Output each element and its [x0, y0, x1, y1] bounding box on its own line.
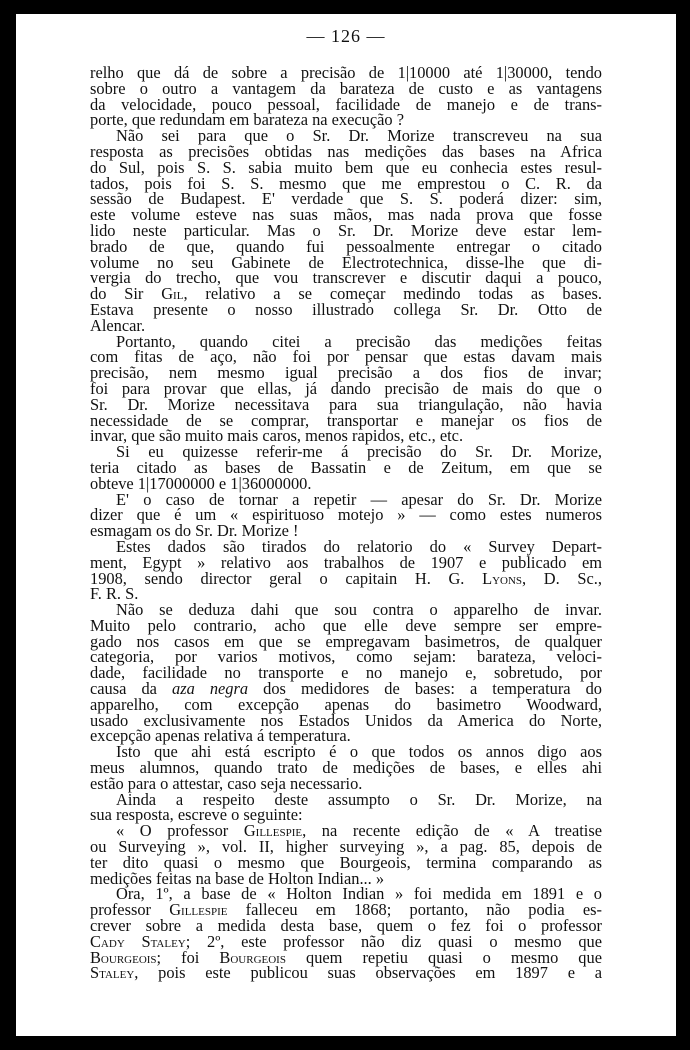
text-line: volume no seu Gabinete de Electrotechnica, disse-lhe que di-	[90, 252, 602, 272]
text-line: excepção apenas relativa á temperatura.	[90, 726, 351, 746]
text-line: obteve 1|17000000 e 1|36000000.	[90, 473, 312, 493]
text-span: « O professor	[116, 821, 244, 841]
text-span: ; foi	[156, 947, 220, 967]
text-line: categoria, por varios motivos, como sejam: barateza, veloci-	[90, 647, 602, 667]
name-small-caps: Cady Staley	[90, 931, 186, 951]
text-line: sua resposta, escreve o seguinte:	[90, 805, 303, 825]
text-line: da velocidade, pouco pessoal, facilidade de manejo e de trans-	[90, 94, 602, 114]
text-span: quem repetiu quasi o mesmo que	[285, 947, 602, 967]
text-span: dos medidores de bases: a temperatura do	[248, 679, 602, 699]
text-line: brado de que, quando fui pessoalmente entregar o citado	[90, 236, 602, 256]
text-line: relho que dá de sobre a precisão de 1|10000 até 1|30000, tendo	[90, 63, 602, 82]
name-small-caps: Gillespie	[169, 900, 228, 920]
text-line: tados, pois foi S. S. mesmo que me emprestou o C. R. da	[90, 173, 602, 193]
text-line: Não sei para que o Sr. Dr. Morize transcreveu na sua	[116, 126, 602, 146]
name-small-caps: Lyons	[482, 568, 523, 588]
text-line: crever sobre a medida desta base, quem o fez foi o professor	[90, 916, 602, 936]
text-span: ; 2º, este professor não diz quasi o mesmo que	[185, 931, 602, 951]
text-line: foi para provar que ellas, já dando precisão de mais do que o	[90, 378, 602, 398]
text-line: este volume esteve nas suas mãos, mas nada prova que fosse	[90, 205, 602, 225]
text-span: , na recente edição de « A treatise	[302, 821, 602, 841]
text-line: porte, que redundam em barateza na execução ?	[90, 110, 404, 130]
text-line	[90, 568, 602, 588]
text-span: , pois este publicou suas observações em 1897 e a	[134, 963, 602, 983]
text-line: Estava presente o nosso illustrado collega Sr. Dr. Otto de	[90, 299, 602, 319]
text-line: gado nos casos em que se empregavam basimetros, de qualquer	[90, 631, 602, 651]
name-small-caps: Gillespie	[243, 821, 303, 841]
text-span: falleceu em 1868; portanto, não podia es-	[227, 900, 602, 920]
text-span: do Sir	[90, 284, 162, 304]
name-small-caps: Bourgeois	[219, 947, 286, 967]
text-line: E' o caso de tornar a repetir — apesar do Sr. Dr. Morize	[116, 489, 602, 509]
document-page	[16, 14, 676, 1036]
text-line: necessidade de se comprar, transportar e manejar os fios de	[90, 410, 602, 430]
text-span: causa da	[90, 679, 172, 699]
text-line: vergia do trecho, que vou transcrever e discutir daqui a pouco,	[90, 268, 602, 288]
text-line: do Sul, pois S. S. sabia muito bem que eu conhecia estes resul-	[90, 157, 602, 177]
text-span: , relativo a se começar medindo todas as bases.	[183, 284, 602, 304]
text-line: apparelho, com excepção apenas do basimetro Woodward,	[90, 694, 602, 714]
text-line: esmagam os do Sr. Dr. Morize !	[90, 521, 299, 541]
name-small-caps: Gil	[161, 284, 184, 304]
text-line: Ora, 1º, a base de « Holton Indian » foi medida em 1891 e o	[116, 884, 602, 904]
text-line: ou Surveying », vol. II, higher surveying », a pag. 85, depois de	[90, 837, 602, 857]
text-line: resposta as precisões obtidas nas medições das bases na Africa	[90, 141, 602, 161]
page-number: — 126 —	[306, 26, 386, 46]
text-line: invar, que são muito mais caros, menos rapidos, etc., etc.	[90, 426, 464, 446]
text-line: F. R. S.	[90, 584, 139, 604]
text-line: Portanto, quando citei a precisão das medições feitas	[116, 331, 602, 351]
text-line: Não se deduza dahi que sou contra o apparelho de invar.	[116, 600, 602, 620]
text-line: estão para o attestar, caso seja necessario.	[90, 773, 363, 793]
text-line	[90, 965, 602, 981]
text-line: Sr. Dr. Morize necessitava para sua triangulação, não havia	[90, 394, 602, 414]
text-line: com fitas de aço, não foi por pensar que estas davam mais	[90, 347, 602, 367]
text-line: Isto que ahi está escripto é o que todos os annos digo aos	[116, 742, 602, 762]
body-text	[90, 65, 602, 981]
text-line: medições feitas na base de Holton Indian... »	[90, 868, 385, 888]
text-line: dade, facilidade no transporte e no manejo e, sobretudo, por	[90, 663, 602, 683]
text-line: Muito pelo contrario, acho que elle deve sempre ser empre-	[90, 615, 602, 635]
emphasis: aza negra	[172, 679, 249, 699]
text-line: sobre o outro a vantagem da barateza de custo e as vantagens	[90, 78, 602, 98]
text-span: 1908, sendo director geral o capitain H. G.	[90, 568, 483, 588]
text-line: Ainda a respeito deste assumpto o Sr. Dr. Morize, na	[116, 789, 602, 809]
text-line: Si eu quizesse referir-me á precisão do Sr. Dr. Morize,	[116, 442, 602, 462]
text-line: Alencar.	[90, 315, 146, 335]
name-small-caps: Bourgeois	[90, 947, 157, 967]
text-line: meus alumnos, quando trato de medições de bases, e elles ahi	[90, 758, 602, 778]
text-line: ter dito quasi o mesmo que Bourgeois, termina comparando as	[90, 852, 602, 872]
text-line: lido neste particular. Mas o Sr. Dr. Morize deve estar lem-	[90, 220, 602, 240]
text-span: professor	[90, 900, 170, 920]
text-line: sessão de Budapest. E' verdade que S. S. poderá dizer: sim,	[90, 189, 602, 209]
text-line: teria citado as bases de Bassatin e de Zeitum, em que se	[90, 457, 602, 477]
text-line: precisão, nem mesmo igual precisão a dos fios de invar;	[90, 363, 602, 383]
text-line: usado exclusivamente nos Estados Unidos da America do Norte,	[90, 710, 602, 730]
text-span: , D. Sc.,	[522, 568, 602, 588]
text-line: dizer que é um « espirituoso motejo » — como estes numeros	[90, 505, 602, 525]
name-small-caps: Staley	[90, 963, 135, 983]
text-line: Estes dados são tirados do relatorio do « Survey Depart-	[116, 536, 602, 556]
text-line: ment, Egypt » relativo aos trabalhos de 1907 e publicado em	[90, 552, 602, 572]
